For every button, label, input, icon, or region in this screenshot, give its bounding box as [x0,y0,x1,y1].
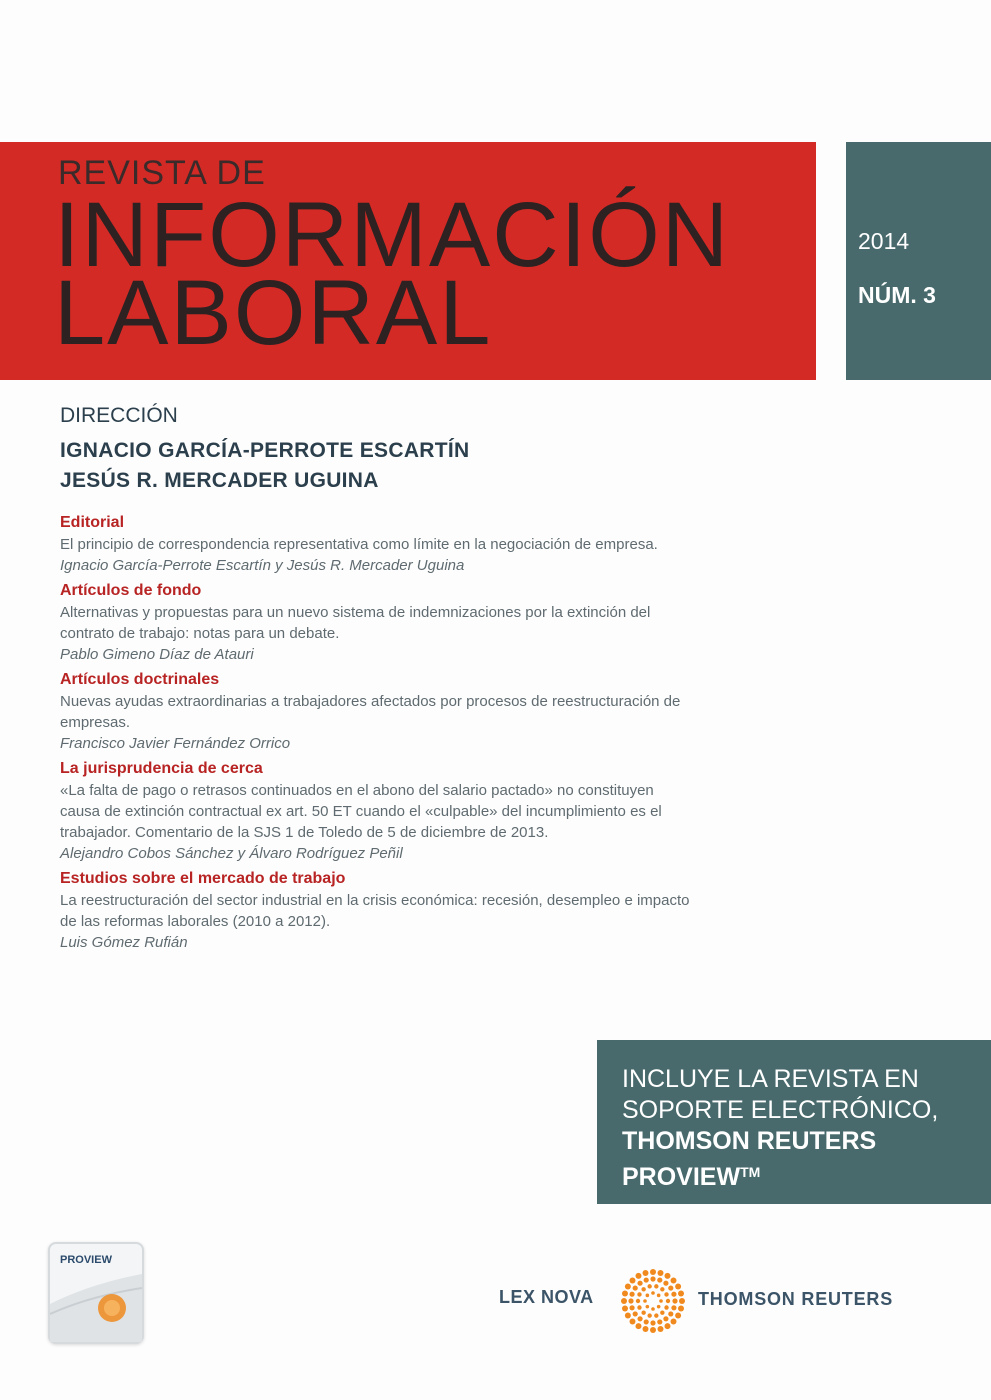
logo-dot [658,1326,664,1332]
logo-dot [643,1299,647,1303]
logo-dot [642,1326,648,1332]
article-author: Alejandro Cobos Sánchez y Álvaro Rodríguez Peñil [60,845,403,862]
logo-dot [660,1287,664,1291]
article-title: contrato de trabajo: notas para un debate. [60,625,340,642]
lex-nova-logo: LEX NOVA [499,1287,594,1307]
promo-line: THOMSON REUTERS [622,1127,877,1155]
article-title: Alternativas y propuestas para un nuevo sistema de indemnizaciones por la extinción del [60,604,651,621]
article-title: Nuevas ayudas extraordinarias a trabajadores afectados por procesos de reestructuración de [60,693,681,710]
title-line-2: LABORAL [54,262,493,364]
title-line-1: INFORMACIÓN [54,184,731,286]
proview-promo [597,1040,991,1204]
section-title: Editorial [60,514,125,531]
article-author: Ignacio García-Perrote Escartín y Jesús R. Mercader Uguina [60,557,465,574]
promo-line: INCLUYE LA REVISTA EN [622,1065,919,1093]
issue-year: 2014 [858,228,910,254]
logo-dot [678,1306,684,1312]
logo-dot [668,1285,673,1290]
direction-block [60,404,469,496]
article-title: de las reformas laborales (2010 a 2012). [60,913,331,930]
logo-dot [664,1292,668,1296]
logo-dot [659,1299,663,1303]
logo-dot [637,1281,642,1286]
logo-dot [646,1305,650,1309]
logo-dot [622,1306,628,1312]
logo-dot [651,1307,655,1311]
section-title: Estudios sobre el mercado de trabajo [60,870,346,887]
issue-panel [846,142,991,380]
logo-dot [629,1277,635,1283]
logo-dot [666,1299,670,1303]
logo-dot [629,1319,635,1325]
logo-dot [628,1298,633,1303]
proview-device-icon [48,1242,144,1344]
promo-line: SOPORTE ELECTRÓNICO, [622,1096,939,1124]
logo-dot [671,1319,677,1325]
promo-line-proview [622,1157,938,1193]
logo-dot [641,1311,645,1315]
logo-dot [633,1285,638,1290]
trademark-mark: TM [740,1164,761,1180]
section-articulos-doctrinales [60,669,840,754]
logo-dot [650,1327,656,1333]
logo-dot [678,1290,684,1296]
issue-number: NÚM. 3 [858,282,936,308]
article-title: causa de extinción contractual ex art. 50 ET cuando el «culpable» del incumplimiento es el [60,803,662,820]
logo-dot [636,1299,640,1303]
director-name: JESÚS R. MERCADER UGUINA [60,469,379,492]
article-author: Francisco Javier Fernández Orrico [60,735,291,752]
logo-dot [646,1294,650,1298]
logo-dot [651,1291,655,1295]
promo-proview: PROVIEW [622,1163,741,1191]
section-articulos-fondo [60,580,840,665]
table-of-contents [60,512,840,957]
logo-dot [650,1269,656,1275]
logo-dot [642,1270,648,1276]
article-title: trabajador. Comentario de la SJS 1 de Toledo de 5 de diciembre de 2013. [60,824,549,841]
logo-dot [637,1292,641,1296]
thomson-reuters-logo-text: THOMSON REUTERS [698,1289,894,1309]
article-title: empresas. [60,714,131,731]
thomson-reuters-logo-icon [620,1268,686,1334]
logo-dot [658,1270,664,1276]
article-author: Luis Gómez Rufián [60,934,188,951]
logo-dot [675,1284,681,1290]
logo-dot [636,1273,642,1279]
logo-dot [629,1305,634,1310]
logo-dot [665,1273,671,1279]
logo-dot [660,1311,664,1315]
logo-dot [629,1292,634,1297]
logo-dot [650,1276,655,1281]
logo-dot [650,1320,655,1325]
logo-dot [664,1305,668,1309]
logo-dot [671,1277,677,1283]
journal-title [54,184,731,364]
logo-dot [657,1305,661,1309]
device-label: PROVIEW [60,1254,112,1266]
section-title: La jurisprudencia de cerca [60,760,263,777]
article-title: «La falta de pago o retrasos continuados en el abono del salario pactado» no constituyen [60,782,654,799]
section-editorial [60,512,840,576]
article-title: El principio de correspondencia representativa como límite en la negociación de empresa. [60,536,658,553]
logo-dot [637,1305,641,1309]
promo-text [622,1064,938,1193]
logo-dot [663,1316,668,1321]
logo-dot [637,1316,642,1321]
logo-dot [647,1284,651,1288]
logo-dot [636,1323,642,1329]
section-title: Artículos de fondo [60,582,202,599]
logo-dot [675,1313,681,1319]
section-title: Artículos doctrinales [60,671,220,688]
article-title: La reestructuración del sector industrial en la crisis económica: recesión, desempleo e impacto [60,892,690,909]
logo-dot [679,1298,685,1304]
logo-dot [663,1281,668,1286]
logo-dot [657,1319,662,1324]
logo-dot [621,1298,627,1304]
section-jurisprudencia [60,758,840,864]
logo-dot [657,1277,662,1282]
logo-dot [657,1294,661,1298]
article-author: Pablo Gimeno Díaz de Atauri [60,646,254,663]
logo-dot [622,1290,628,1296]
title-prefix: REVISTA DE [58,154,266,192]
direction-label: DIRECCIÓN [60,404,178,427]
logo-dot [671,1305,676,1310]
logo-dot [654,1284,658,1288]
logo-dot [641,1287,645,1291]
logo-dot [647,1313,651,1317]
logo-dot [665,1323,671,1329]
section-estudios [60,868,840,953]
logo-dot [671,1292,676,1297]
logo-dot [654,1313,658,1317]
logo-dot [625,1284,631,1290]
logo-dot [633,1311,638,1316]
logo-dot [672,1298,677,1303]
logo-dot [644,1277,649,1282]
logo-dot [625,1313,631,1319]
logo-dot [644,1319,649,1324]
logo-dot [668,1311,673,1316]
director-name: IGNACIO GARCÍA-PERROTE ESCARTÍN [60,439,470,462]
